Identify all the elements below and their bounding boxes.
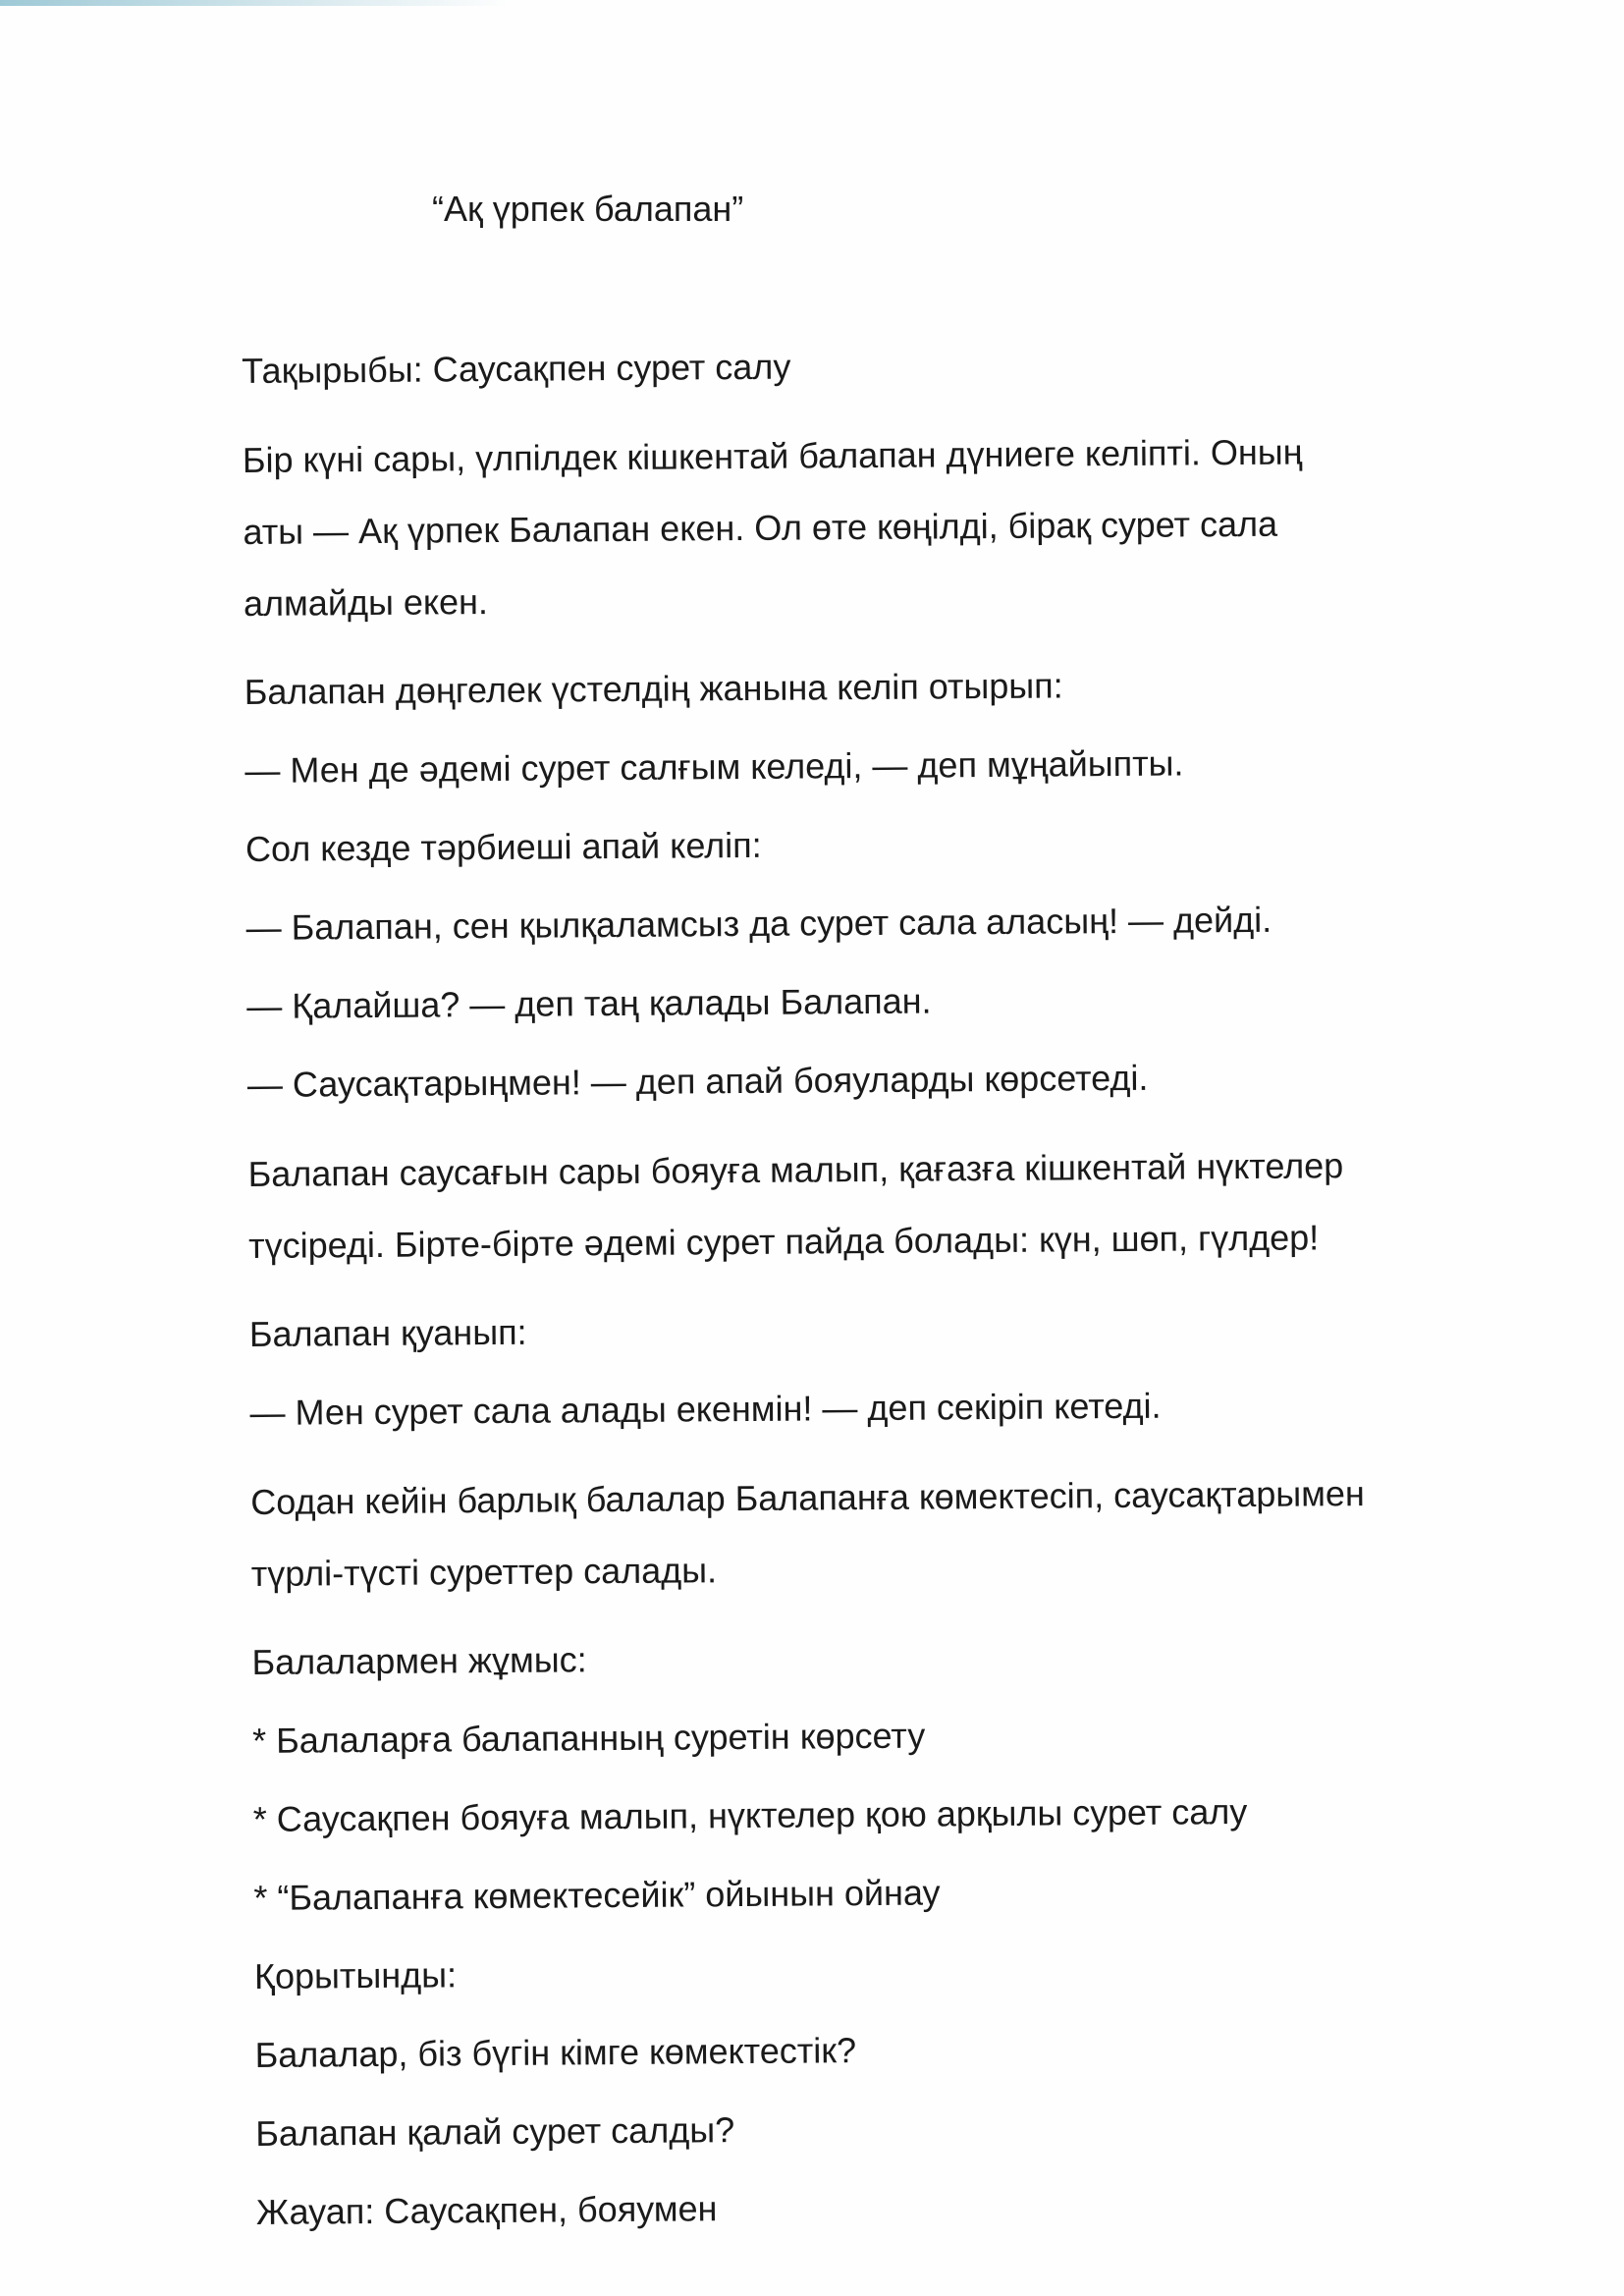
story-paragraph-6: — Қалайша? — деп таң қалады Балапан.: [246, 980, 932, 1026]
work-item-3: * “Балапанға көмектесейік” ойынын ойнау: [253, 1872, 941, 1918]
story-paragraph-10: — Мен сурет сала алады екенмін! — деп секіріп кетеді.: [249, 1385, 1162, 1433]
conclusion-line-2: Балапан қалай сурет салды?: [255, 2109, 735, 2154]
work-item-1: * Балаларға балапанның суретін көрсету: [251, 1715, 926, 1761]
story-paragraph-2: Балапан дөңгелек үстелдің жанына келіп отырып:: [244, 665, 1063, 712]
story-paragraph-9: Балапан қуанып:: [248, 1311, 527, 1354]
conclusion-heading: Қорытынды:: [253, 1954, 458, 1996]
story-paragraph-8: Балапан саусағын сары бояуға малып, қағазға кішкентай нүктелер түсіреді. Бірте-бірте әдемі сурет пайда болады: күн, шөп, гүлдер!: [247, 1145, 1344, 1266]
topic-line: Тақырыбы: Саусақпен сурет салу: [242, 346, 791, 391]
scan-edge-tint: [0, 0, 511, 6]
story-paragraph-7: — Саусақтарыңмен! — деп апай бояуларды көрсетеді.: [246, 1057, 1149, 1105]
story-paragraph-4: Сол кезде тәрбиеші апай келіп:: [244, 824, 762, 869]
document-body: [242, 336, 1552, 2266]
story-paragraph-11: Содан кейін барлық балалар Балапанға көмектесіп, саусақтарымен түрлі-түсті суреттер салады.: [250, 1473, 1365, 1594]
story-paragraph-1: Бір күні сары, үлпілдек кішкентай балапан дүниеге келіпті. Оның аты — Ақ үрпек Балапан екен. Ол өте көңілді, бірақ сурет сала алмайды екен.: [242, 431, 1303, 624]
conclusion-line-1: Балалар, біз бүгін кімге көмектестік?: [254, 2030, 857, 2075]
work-item-2: * Саусақпен бояуға малып, нүктелер қою арқылы сурет салу: [252, 1791, 1248, 1839]
document-title: “Ақ үрпек балапан”: [432, 189, 744, 229]
story-paragraph-3: — Мен де әдемі сурет салғым келеді, — деп мұңайыпты.: [244, 742, 1184, 791]
work-heading: Балалармен жұмыс:: [251, 1639, 587, 1682]
conclusion-line-3: Жауап: Саусақпен, бояумен: [255, 2188, 718, 2232]
story-paragraph-5: — Балапан, сен қылқаламсыз да сурет сала аласың! — дейді.: [245, 899, 1272, 948]
